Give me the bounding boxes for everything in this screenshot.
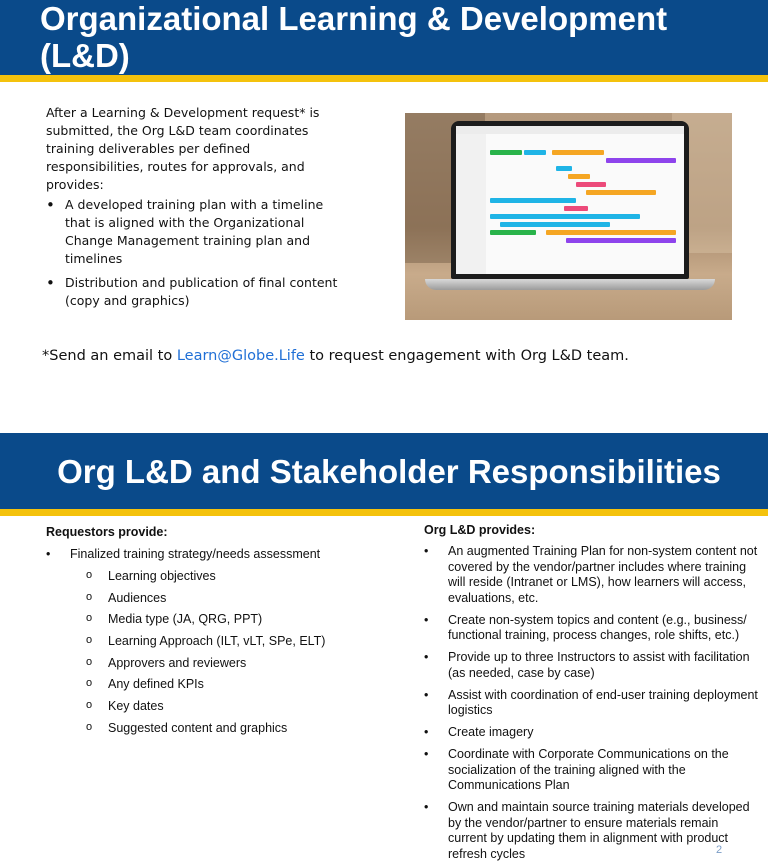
intro-list	[46, 196, 351, 310]
note-suffix: to request engagement with Org L&D team.	[304, 348, 629, 364]
page-title: Organizational Learning & Development (L&D)	[40, 0, 668, 74]
gantt-bar	[500, 222, 610, 227]
requestors-main-item: • Finalized training strategy/needs assessment	[46, 546, 376, 562]
requestors-subitem: o Key dates	[46, 698, 376, 714]
requestors-heading: Requestors provide:	[46, 525, 168, 539]
intro-bullet: • Distribution and publication of final content (copy and graphics)	[46, 274, 351, 310]
gantt-bar	[564, 206, 588, 211]
accent-stripe	[0, 75, 768, 82]
orgld-item: • Assist with coordination of end-user training deployment logistics	[424, 688, 759, 719]
requestors-subitem: o Suggested content and graphics	[46, 720, 376, 736]
orgld-item: • Own and maintain source training materials developed by the vendor/partner to ensure materials remain current by updating them in alignment with product refresh cycles	[424, 800, 759, 862]
gantt-bar	[606, 158, 676, 163]
gantt-bar	[568, 174, 590, 179]
gantt-bar	[490, 230, 536, 235]
orgld-column	[424, 522, 759, 866]
accent-stripe	[0, 509, 768, 516]
gantt-bar	[546, 230, 676, 235]
gantt-bar	[556, 166, 572, 171]
orgld-heading: Org L&D provides:	[424, 523, 536, 537]
requestors-subitem: o Any defined KPIs	[46, 676, 376, 692]
requestors-subitem: o Approvers and reviewers	[46, 655, 376, 671]
requestors-subitem: o Learning objectives	[46, 568, 376, 584]
gantt-bar	[586, 190, 656, 195]
intro-bullet: • A developed training plan with a timeline that is aligned with the Organizational Change Management training plan and timelines	[46, 196, 351, 268]
orgld-list	[424, 544, 759, 862]
email-note	[42, 346, 742, 366]
requestors-column	[46, 524, 376, 742]
gantt-bar	[524, 150, 546, 155]
section-title: Org L&D and Stakeholder Responsibilities	[57, 453, 721, 490]
requestors-subitem: o Audiences	[46, 590, 376, 606]
top-banner	[0, 0, 768, 82]
orgld-item: • An augmented Training Plan for non-system content not covered by the vendor/partner includes where training will reside (Intranet or LMS), how learners will access, evaluations, etc.	[424, 544, 759, 606]
orgld-item: • Coordinate with Corporate Communications on the socialization of the training aligned with the Communications Plan	[424, 747, 759, 794]
laptop-gantt-image	[405, 113, 732, 320]
section-banner	[0, 433, 768, 516]
gantt-bar	[576, 182, 606, 187]
laptop-base	[425, 279, 715, 290]
requestors-subitem: o Learning Approach (ILT, vLT, SPe, ELT)	[46, 633, 376, 649]
gantt-bar	[490, 214, 640, 219]
laptop-screen	[451, 121, 689, 279]
page-number: 2	[716, 844, 723, 856]
gantt-bar	[490, 150, 522, 155]
requestors-sublist	[46, 568, 376, 736]
gantt-bar	[552, 150, 604, 155]
gantt-bar	[566, 238, 676, 243]
orgld-item: • Provide up to three Instructors to assist with facilitation (as needed, case by case)	[424, 650, 759, 681]
requestors-subitem: o Media type (JA, QRG, PPT)	[46, 611, 376, 627]
email-link[interactable]: Learn@Globe.Life	[176, 348, 305, 364]
gantt-bar	[490, 198, 576, 203]
orgld-item: • Create imagery	[424, 725, 759, 741]
intro-section	[46, 104, 351, 316]
gantt-chart-display	[456, 126, 684, 274]
intro-paragraph: After a Learning & Development request* is submitted, the Org L&D team coordinates training deliverables per defined responsibilities, routes for approvals, and provides:	[46, 105, 320, 192]
orgld-item: • Create non-system topics and content (e.g., business/ functional training, process changes, role shifts, etc.)	[424, 613, 759, 644]
note-prefix: *Send an email to	[42, 348, 177, 364]
